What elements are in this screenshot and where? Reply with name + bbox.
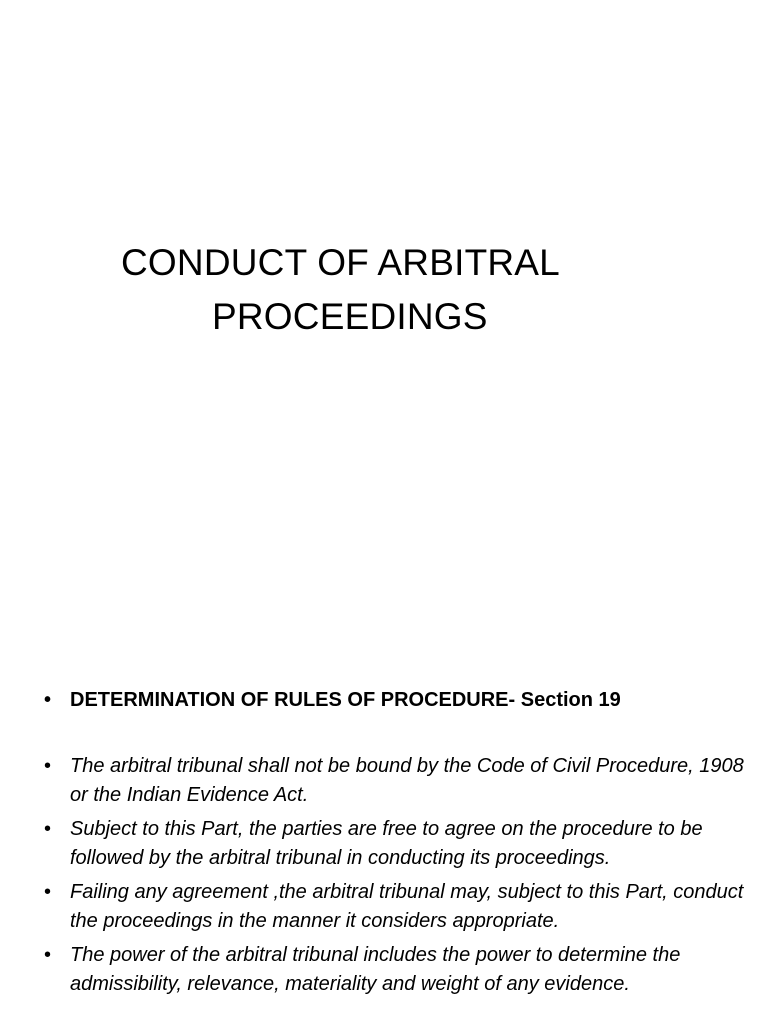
list-item: [0, 815, 768, 873]
list-item-text: Failing any agreement ,the arbitral tribunal may, subject to this Part, conduct the proceedings in the manner it considers appropriate.: [70, 881, 744, 932]
slide-title-line-1: CONDUCT OF ARBITRAL: [121, 242, 560, 283]
list-item: [0, 941, 768, 999]
section-heading-text: DETERMINATION OF RULES OF PROCEDURE- Section 19: [70, 689, 621, 711]
list-item-text: Subject to this Part, the parties are free to agree on the procedure to be followed by the arbitral tribunal in conducting its proceedings.: [70, 818, 703, 869]
list-item: [0, 878, 768, 936]
slide-title: [0, 236, 768, 344]
list-item-text: The power of the arbitral tribunal includes the power to determine the admissibility, relevance, materiality and weight of any evidence.: [70, 944, 681, 995]
slide-body: [0, 686, 768, 1004]
bullet-dot-icon: •: [44, 944, 52, 966]
bullet-dot-icon: •: [44, 689, 52, 711]
list-item-text: The arbitral tribunal shall not be bound by the Code of Civil Procedure, 1908 or the Indian Evidence Act.: [70, 755, 744, 806]
list-item: [0, 752, 768, 810]
bullet-dot-icon: •: [44, 881, 52, 903]
slide-title-line-2: PROCEEDINGS: [212, 296, 488, 337]
section-heading-bullet: [0, 686, 768, 715]
bullet-dot-icon: •: [44, 755, 52, 777]
bullet-dot-icon: •: [44, 818, 52, 840]
